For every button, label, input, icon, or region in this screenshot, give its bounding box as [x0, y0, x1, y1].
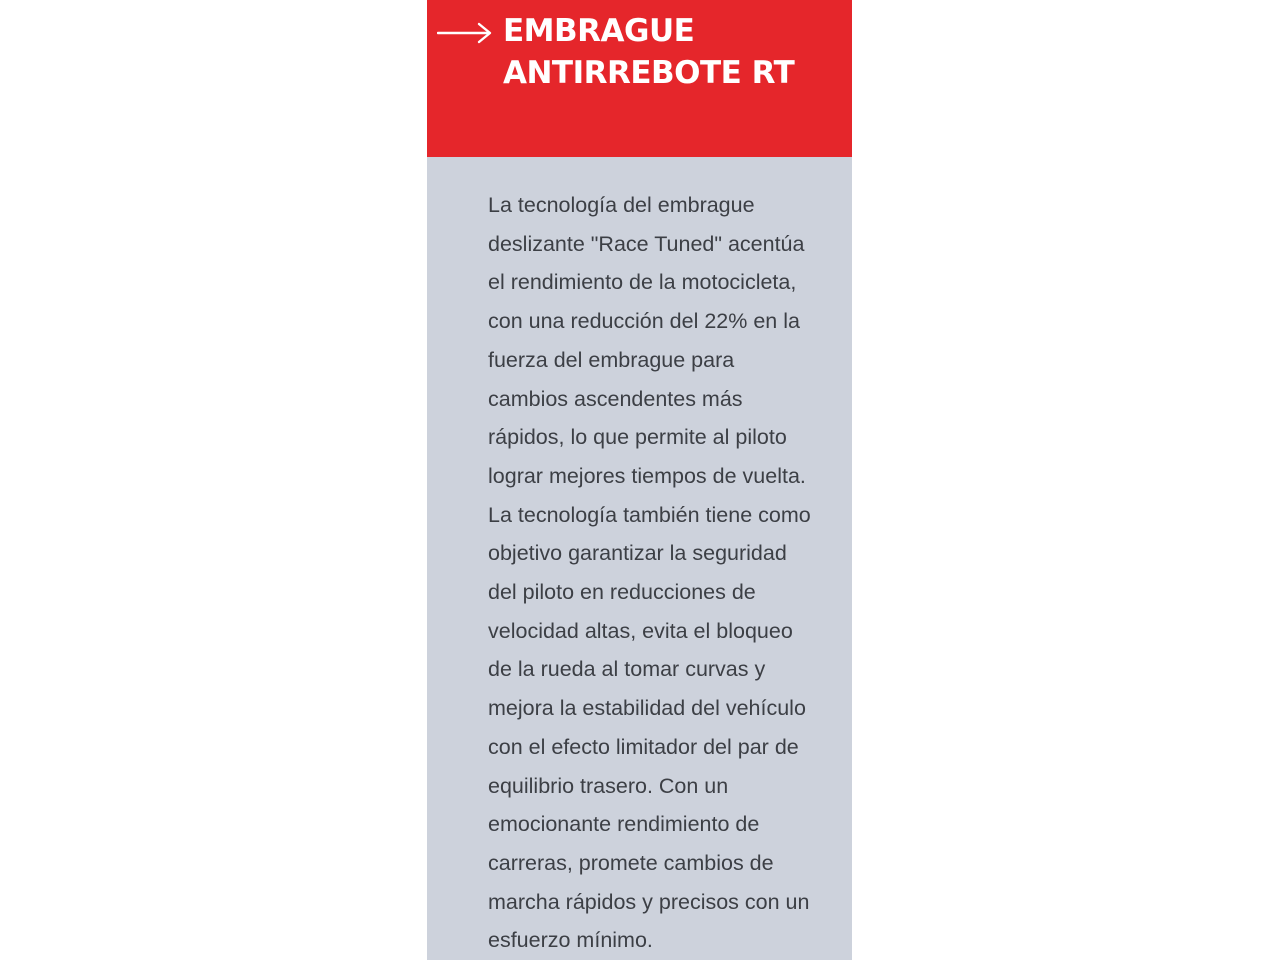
description-line: esfuerzo mínimo. [488, 928, 653, 953]
description-line: fuerza del embrague para [488, 347, 735, 372]
card-title-line: ANTIRREBOTE RT [503, 55, 795, 91]
description-line: mejora la estabilidad del vehículo [488, 696, 806, 721]
description-line: el rendimiento de la motocicleta, [488, 270, 797, 295]
description-line: con una reducción del 22% en la [488, 309, 800, 334]
description-line: cambios ascendentes más [488, 386, 743, 411]
description-line: de la rueda al tomar curvas y [488, 657, 766, 682]
card-header [427, 0, 852, 157]
description-line: emocionante rendimiento de [488, 812, 760, 837]
description-line: rápidos, lo que permite al piloto [488, 425, 787, 450]
description-line: equilibrio trasero. Con un [488, 773, 729, 798]
card-title [503, 10, 843, 94]
description-line: con el efecto limitador del par de [488, 734, 799, 759]
arrow-right-icon [437, 20, 493, 46]
description-line: marcha rápidos y precisos con un [488, 889, 810, 914]
description-line: deslizante "Race Tuned" acentúa [488, 231, 805, 256]
description-line: La tecnología también tiene como [488, 502, 811, 527]
description-line: carreras, promete cambios de [488, 850, 774, 875]
feature-card [427, 0, 852, 960]
description-line: objetivo garantizar la seguridad [488, 541, 787, 566]
card-description [488, 186, 850, 960]
card-title-line: EMBRAGUE [503, 13, 695, 49]
description-line: del piloto en reducciones de [488, 580, 756, 605]
description-line: lograr mejores tiempos de vuelta. [488, 463, 806, 488]
description-line: La tecnología del embrague [488, 193, 755, 217]
description-line: velocidad altas, evita el bloqueo [488, 618, 793, 643]
